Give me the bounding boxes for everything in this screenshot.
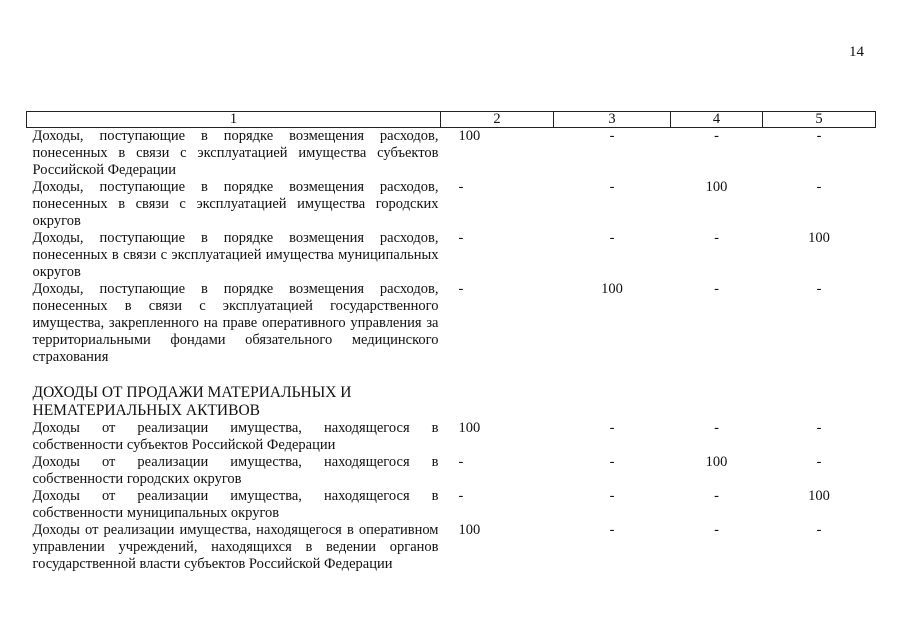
header-col-2: 2 [441,112,554,128]
cell-col-5: 100 [808,488,830,504]
cell-col-5: - [816,420,822,436]
table-row [27,281,876,366]
row-description: Доходы от реализации имущества, находящегося в собственности муниципальных округов [32,488,439,521]
table-row [27,420,876,454]
header-col-5: 5 [763,112,876,128]
row-description: Доходы от реализации имущества, находящегося в оперативном управлении учреждений, находящихся в ведении органов государственной власти субъектов Российской Федерации [32,522,439,572]
cell-col-3: 100 [601,281,623,297]
header-col-4: 4 [671,112,763,128]
cell-col-4: 100 [705,454,728,470]
cell-col-5: - [816,179,822,195]
cell-col-3: - [609,454,615,470]
row-description: Доходы, поступающие в порядке возмещения расходов, понесенных в связи с эксплуатацией имущества субъектов Российской Федерации [32,128,439,178]
table-row [27,128,876,180]
cell-col-4: - [714,281,719,297]
cell-col-4: 100 [705,179,728,195]
section-heading-row [27,384,876,420]
table-row [27,179,876,230]
header-col-1: 1 [27,112,441,128]
row-description: Доходы от реализации имущества, находящегося в собственности городских округов [32,454,439,487]
cell-col-3: - [609,179,615,195]
header-row [27,112,876,128]
cell-col-2: 100 [458,420,481,436]
cell-col-2: - [458,488,464,504]
cell-col-5: - [816,522,822,538]
row-description: Доходы от реализации имущества, находящегося в собственности субъектов Российской Федерации [32,420,439,453]
cell-col-2: 100 [458,522,481,538]
cell-col-5: - [816,281,822,297]
section-spacer [27,366,876,384]
table-row [27,454,876,488]
cell-col-4: - [714,522,719,538]
cell-col-3: - [609,522,615,538]
cell-col-3: - [609,230,615,246]
revenue-distribution-table [26,111,876,573]
cell-col-4: - [714,488,719,504]
cell-col-2: 100 [458,128,481,144]
cell-col-4: - [714,128,719,144]
row-description: Доходы, поступающие в порядке возмещения расходов, понесенных в связи с эксплуатацией имущества муниципальных округов [32,230,439,280]
cell-col-2: - [458,454,464,470]
cell-col-2: - [458,281,464,297]
cell-col-3: - [609,128,615,144]
cell-col-3: - [609,420,615,436]
table-header [27,112,876,128]
cell-col-2: - [458,179,464,195]
table-row [27,230,876,281]
cell-col-5: 100 [808,230,830,246]
cell-col-2: - [458,230,464,246]
header-col-3: 3 [554,112,671,128]
section-title: ДОХОДЫ ОТ ПРОДАЖИ МАТЕРИАЛЬНЫХ И НЕМАТЕРИАЛЬНЫХ АКТИВОВ [32,384,352,419]
row-description: Доходы, поступающие в порядке возмещения расходов, понесенных в связи с эксплуатацией государственного имущества, закрепленного на праве оперативного управления за территориальными фондами обязательного медицинского страхования [32,281,439,365]
row-description: Доходы, поступающие в порядке возмещения расходов, понесенных в связи с эксплуатацией имущества городских округов [32,179,439,229]
cell-col-3: - [609,488,615,504]
cell-col-4: - [714,420,719,436]
cell-col-5: - [816,454,822,470]
page-number: 14 [849,44,864,60]
cell-col-4: - [714,230,719,246]
table-body [27,128,876,574]
table-row [27,488,876,522]
cell-col-5: - [816,128,822,144]
table-row [27,522,876,573]
